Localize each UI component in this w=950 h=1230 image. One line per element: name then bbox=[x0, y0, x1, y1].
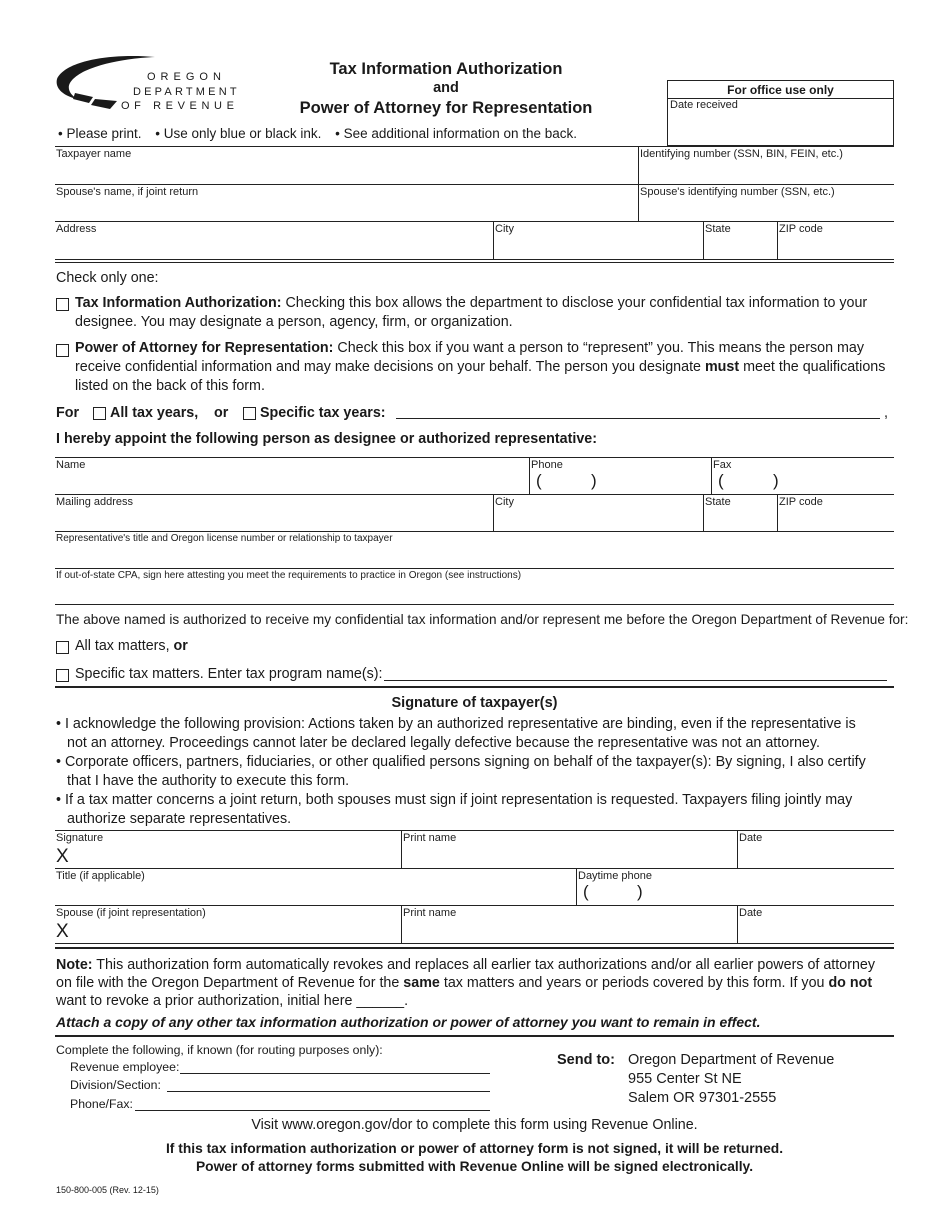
tia-checkbox[interactable] bbox=[56, 297, 69, 315]
zip-label: ZIP code bbox=[779, 223, 823, 235]
designee-heading: I hereby appoint the following person as designee or authorized representative: bbox=[56, 431, 597, 447]
poa-title: Power of Attorney for Representation: bbox=[75, 340, 334, 356]
check-only-one-label: Check only one: bbox=[56, 270, 159, 286]
rule-before-signature bbox=[55, 686, 894, 688]
instructions-row bbox=[58, 126, 577, 141]
taxpayer-name-field[interactable] bbox=[55, 147, 638, 184]
form-title-line2: Power of Attorney for Representation bbox=[299, 99, 593, 117]
designee-fax-label: Fax bbox=[713, 459, 732, 471]
mailing-address-field[interactable] bbox=[55, 495, 493, 532]
poa-text-3: listed on the back of this form. bbox=[75, 378, 265, 394]
instruction-ink: • Use only blue or black ink. bbox=[155, 126, 322, 141]
logo-line-oregon: OREGON bbox=[147, 71, 226, 83]
fax-paren-open: ( bbox=[718, 471, 724, 490]
logo-line-of-revenue: OF REVENUE bbox=[121, 100, 239, 112]
city-label: City bbox=[495, 223, 514, 235]
signature-label: Signature bbox=[56, 832, 104, 844]
print-name-label: Print name bbox=[403, 832, 457, 844]
address-field[interactable] bbox=[55, 222, 493, 259]
signature-bullet-1b: not an attorney. Proceedings cannot later be declared legally defective because the representative was not an attorney. bbox=[67, 735, 820, 751]
note-do-not: do not bbox=[828, 975, 873, 991]
spouse-id-label: Spouse's identifying number (SSN, etc.) bbox=[640, 186, 835, 198]
revenue-employee-label: Revenue employee: bbox=[70, 1060, 180, 1074]
send-to-line1: Oregon Department of Revenue bbox=[628, 1052, 835, 1068]
rule-after-spouse-sig bbox=[55, 943, 894, 944]
send-to-line3: Salem OR 97301-2555 bbox=[628, 1090, 777, 1106]
poa-text-2: receive confidential information and may make decisions on your behalf. The person you designate bbox=[75, 359, 705, 375]
instruction-please-print: • Please print. bbox=[58, 126, 142, 141]
state-field[interactable] bbox=[704, 222, 777, 259]
designee-state-label: State bbox=[705, 496, 731, 508]
authorization-statement: The above named is authorized to receive my confidential tax information and/or represent me before the Oregon Department of Revenue for: bbox=[56, 612, 909, 627]
designee-zip-label: ZIP code bbox=[779, 496, 823, 508]
signature-bullet-2a: • Corporate officers, partners, fiduciaries, or other qualified persons signing on behalf of the taxpayer(s): By signing, I also certify bbox=[56, 754, 866, 770]
cpa-attest-label: If out-of-state CPA, sign here attesting you meet the requirements to practice in Oregon (see instructions) bbox=[56, 570, 522, 581]
trailing-comma: , bbox=[884, 405, 888, 421]
title-field[interactable] bbox=[55, 869, 576, 906]
cpa-attest-field[interactable] bbox=[55, 569, 894, 606]
daytime-paren-close: ) bbox=[637, 882, 643, 901]
spouse-name-label: Spouse's name, if joint return bbox=[56, 186, 199, 198]
phone-fax-input[interactable] bbox=[135, 1097, 490, 1111]
poa-text-1: Check this box if you want a person to “represent” you. This means the person may bbox=[333, 340, 865, 356]
state-label: State bbox=[705, 223, 731, 235]
taxpayer-id-field[interactable] bbox=[639, 147, 894, 184]
tia-option-text bbox=[75, 294, 897, 313]
taxpayer-name-label: Taxpayer name bbox=[56, 148, 132, 160]
designee-state-field[interactable] bbox=[704, 495, 777, 532]
rule-after-address bbox=[55, 259, 894, 260]
tia-text-2: designee. You may designate a person, agency, firm, or organization. bbox=[75, 314, 513, 330]
designee-name-field[interactable] bbox=[55, 458, 529, 495]
poa-text-2b: meet the qualifications bbox=[739, 359, 886, 375]
taxpayer-print-name-field[interactable] bbox=[402, 831, 737, 868]
daytime-phone-field[interactable] bbox=[577, 869, 894, 906]
spouse-signature-field[interactable] bbox=[55, 906, 401, 943]
poa-option-line1 bbox=[75, 339, 864, 358]
tia-title: Tax Information Authorization: bbox=[75, 295, 282, 311]
all-tax-matters-or: or bbox=[173, 638, 188, 654]
signature-bullet-2b: that I have the authority to execute this form. bbox=[67, 773, 350, 789]
designee-zip-field[interactable] bbox=[778, 495, 894, 532]
for-label: For bbox=[56, 405, 80, 421]
spouse-name-field[interactable] bbox=[55, 185, 638, 222]
logo bbox=[55, 53, 240, 115]
specific-tax-years-checkbox[interactable] bbox=[243, 406, 256, 424]
designee-fax-field[interactable] bbox=[712, 458, 894, 495]
poa-must: must bbox=[704, 359, 740, 375]
visit-revenue-online: Visit www.oregon.gov/dor to complete this form using Revenue Online. bbox=[251, 1117, 698, 1133]
specific-tax-matters-input[interactable] bbox=[384, 666, 887, 681]
office-use-box bbox=[667, 80, 894, 146]
send-to-label: Send to: bbox=[557, 1052, 615, 1068]
note-label: Note: bbox=[56, 957, 93, 973]
division-section-label: Division/Section: bbox=[70, 1078, 161, 1092]
spouse-signature-label: Spouse (if joint representation) bbox=[56, 907, 206, 919]
for-years-row bbox=[56, 404, 79, 423]
signature-bullet-1a: • I acknowledge the following provision: Actions taken by an authorized representative are binding, even if the representative is bbox=[56, 716, 856, 732]
rep-title-label: Representative's title and Oregon license number or relationship to taxpayer bbox=[56, 533, 393, 544]
office-use-title: For office use only bbox=[727, 83, 834, 97]
zip-field[interactable] bbox=[778, 222, 894, 259]
spouse-date-label: Date bbox=[739, 907, 763, 919]
rule-after-cpa bbox=[55, 604, 894, 605]
spouse-x-mark: X bbox=[56, 921, 69, 942]
phone-fax-label: Phone/Fax: bbox=[70, 1097, 133, 1111]
or-label: or bbox=[214, 405, 229, 421]
tia-text-1: Checking this box allows the department to disclose your confidential tax information to your bbox=[281, 295, 868, 311]
spouse-id-field[interactable] bbox=[639, 185, 894, 222]
poa-option-line2 bbox=[75, 358, 885, 377]
specific-tax-matters-label: Specific tax matters. Enter tax program name(s): bbox=[75, 666, 383, 682]
division-section-input[interactable] bbox=[167, 1078, 490, 1092]
all-tax-matters-checkbox[interactable] bbox=[56, 640, 69, 658]
note-line1 bbox=[56, 956, 875, 975]
address-label: Address bbox=[56, 223, 97, 235]
designee-city-field[interactable] bbox=[494, 495, 703, 532]
rule-after-address-double bbox=[55, 262, 894, 263]
note-line2 bbox=[56, 974, 872, 993]
mailing-address-label: Mailing address bbox=[56, 496, 134, 508]
all-tax-years-checkbox[interactable] bbox=[93, 406, 106, 424]
designee-name-label: Name bbox=[56, 459, 86, 471]
note-text-1: This authorization form automatically revokes and replaces all earlier tax authorizations and/or all earlier powers of attorney bbox=[92, 957, 876, 973]
note-line3: want to revoke a prior authorization, initial here ______. bbox=[56, 993, 409, 1009]
rule-after-attach bbox=[55, 1035, 894, 1037]
send-to-line2: 955 Center St NE bbox=[628, 1071, 742, 1087]
logo-line-department: DEPARTMENT bbox=[133, 86, 240, 98]
date-received-label: Date received bbox=[670, 99, 738, 111]
city-field[interactable] bbox=[494, 222, 703, 259]
all-tax-matters-label: All tax matters, bbox=[75, 638, 174, 654]
daytime-paren-open: ( bbox=[583, 882, 589, 901]
attach-notice: Attach a copy of any other tax information authorization or power of attorney you want to remain in effect. bbox=[56, 1014, 761, 1030]
rep-title-field[interactable] bbox=[55, 532, 894, 569]
note-same: same bbox=[403, 975, 440, 991]
footer-warning-2: Power of attorney forms submitted with Revenue Online will be signed electronically. bbox=[195, 1159, 754, 1174]
taxpayer-date-field[interactable] bbox=[738, 831, 894, 868]
signature-heading: Signature of taxpayer(s) bbox=[391, 695, 558, 711]
instruction-see-back: • See additional information on the back. bbox=[335, 126, 578, 141]
specific-tax-years-label: Specific tax years: bbox=[260, 405, 386, 421]
specific-tax-years-input[interactable] bbox=[396, 405, 880, 419]
signature-bullet-3b: authorize separate representatives. bbox=[67, 811, 292, 827]
form-number: 150-800-005 (Rev. 12-15) bbox=[56, 1185, 159, 1195]
form-title-line1: Tax Information Authorization bbox=[329, 60, 563, 78]
spouse-print-name-label: Print name bbox=[403, 907, 457, 919]
designee-phone-field[interactable] bbox=[530, 458, 711, 495]
spouse-print-name-field[interactable] bbox=[402, 906, 737, 943]
phone-paren-open: ( bbox=[536, 471, 542, 490]
signature-x-mark: X bbox=[56, 846, 69, 867]
form-title-and: and bbox=[433, 80, 459, 96]
spouse-date-field[interactable] bbox=[738, 906, 894, 943]
specific-tax-matters-checkbox[interactable] bbox=[56, 668, 69, 686]
rule-after-spouse-sig-double bbox=[55, 947, 894, 949]
taxpayer-id-label: Identifying number (SSN, BIN, FEIN, etc.) bbox=[640, 148, 843, 160]
taxpayer-signature-field[interactable] bbox=[55, 831, 401, 868]
all-tax-matters-label-row bbox=[75, 637, 188, 656]
date-label: Date bbox=[739, 832, 763, 844]
note-text-2b: tax matters and years or periods covered by this form. If you bbox=[439, 975, 829, 991]
revenue-employee-input[interactable] bbox=[180, 1060, 490, 1074]
designee-city-label: City bbox=[495, 496, 514, 508]
routing-instructions: Complete the following, if known (for routing purposes only): bbox=[56, 1043, 383, 1057]
designee-phone-label: Phone bbox=[531, 459, 563, 471]
signature-bullet-3a: • If a tax matter concerns a joint return, both spouses must sign if joint representation is requested. Taxpayers filing jointly may bbox=[56, 792, 853, 808]
title-label: Title (if applicable) bbox=[56, 870, 145, 882]
daytime-phone-label: Daytime phone bbox=[578, 870, 652, 882]
phone-paren-close: ) bbox=[591, 471, 597, 490]
fax-paren-close: ) bbox=[773, 471, 779, 490]
footer-warning-1: If this tax information authorization or power of attorney form is not signed, it will be returned. bbox=[165, 1141, 784, 1156]
poa-checkbox[interactable] bbox=[56, 343, 69, 361]
all-tax-years-label: All tax years, bbox=[110, 405, 199, 421]
note-text-2a: on file with the Oregon Department of Revenue for the bbox=[56, 975, 404, 991]
